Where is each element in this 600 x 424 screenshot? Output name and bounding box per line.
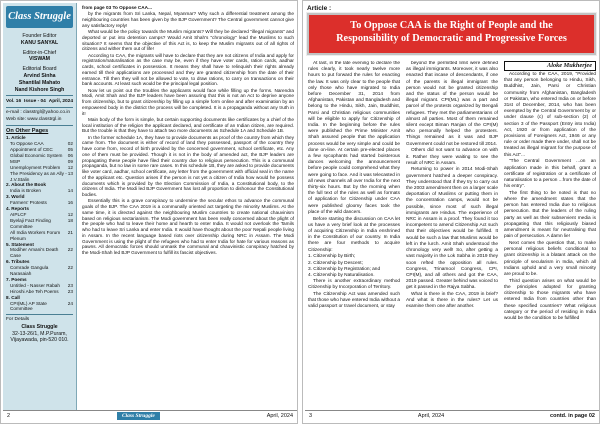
toc-entry-title: Farmers' Protests: [10, 200, 47, 206]
issue-date: April, 2024: [48, 99, 73, 105]
paragraph: The first thing to be noted is that no where the amendment states that the person has entered India due to religious persecution. But the leaders of the ruling party as well as their subservient media is propagating that this religiously biased amendment is meant for neutralising that pain of persecution. A damn lie!: [504, 190, 596, 240]
toc-entry-number: 1.: [6, 135, 10, 141]
article-columns: [308, 61, 596, 401]
toc-entry-page: 02: [67, 141, 73, 147]
section-label: Article :: [307, 5, 332, 12]
author-byline: Aloke Mukherjee: [504, 61, 596, 71]
email-link[interactable]: e-mail : classtrgl@yahoo.co.in: [6, 110, 71, 116]
paragraph: "The Central Government ...on an application made in this behalf, grant a certificate of registration or a certificate of naturalisation to a person ...from the date of his entry".: [504, 159, 596, 190]
paragraph: Next comes the question that, to make personal religious beliefs conditional to grant citizenship is a blatant attack on the principle of secularism in India, which all Indians uphold and a very small minority are proud to be.: [504, 240, 596, 277]
board-member: Shantilal Mahato: [18, 79, 61, 86]
column-2: [406, 61, 498, 401]
toc-entry-title: All India Workers Forum Plenum: [10, 229, 61, 241]
paragraph: Main body of the form is simple, but certain supporting documents like certificates by a chief of the local institution of the religion the applicant declared, and certificate of an Indian citizen, are required. But the trouble is that they have to attach two more documents as Schedule 1A and Schedule 1B.: [82, 116, 294, 134]
toc-entry-number: 2.: [6, 182, 10, 188]
toc-entry-page: 22: [67, 265, 73, 271]
address-line: Class Struggle: [21, 323, 58, 330]
paragraph: by the migrants from Sri Lanka, Nepal, Myanmar? Why such a differential treatment among the neighbouring countries has been given by the BJP Government? The Central government cannot give any satisfactory reply!: [82, 11, 294, 28]
paragraph: The Citizenship Act was amended such that those who have entered India without a valid passport or travel document, or stay: [308, 292, 400, 310]
toc-entry-page: 22: [67, 247, 73, 253]
toc-title: On Other Pages: [6, 128, 49, 135]
toc-entry-title: Poems: [11, 276, 27, 282]
toc-entry-title: Call: [11, 294, 20, 300]
article-headline: [307, 13, 596, 55]
toc-entry-title: Reports: [11, 206, 29, 212]
toc-entry-page: 18: [67, 217, 73, 223]
toc-entry-title: CPI(ML) AP State Committee: [10, 300, 47, 312]
paragraph: In the former schedule 1A, they have to provide documents as proof of the country from which they came from. The document is either of record of land they possessed, passport of the country they have come from, record of birth provided by the concerned government, school certificate, etc. Any one of them must be provided. Though it is not in the body of amended act, the BJP leaders are propagating these people have filed their country due to religious persecution. This is a communal propaganda, but no law in some rare cases. In this schedule 1B, they are asked to provide documents like voter card, aadhar, school certificate, any letter from the government with official seal in the name of the applicant etc. Question arises if the person is not yet a citizen of India how would he possess documents which is provided by the Election Commission of India, a Constitutional body, to the citizens of India. The Modi led BJP Government has lost all proportion to dishonour the Constitutional bodies.: [82, 134, 294, 197]
address-line: Vijayawada, pin-520 010.: [10, 337, 69, 344]
toc-entry-title: India is Broken: [10, 188, 42, 194]
page-number: 2: [7, 413, 11, 419]
table-of-contents: [3, 135, 76, 312]
left-page: [0, 0, 298, 424]
toc-entry-number: 7.: [6, 276, 10, 282]
masthead-sidebar: [3, 3, 77, 411]
toc-entry-title: Byelaji Fact Finding Committee: [10, 217, 51, 229]
column-3: [504, 61, 596, 401]
toc-entry-title: Comrade Gangula Narasaiah: [10, 265, 49, 277]
toc-entry-number: 5.: [6, 241, 10, 247]
toc-entry-title: World: [11, 194, 25, 200]
website-link[interactable]: Web site: www.classtrgl.in: [6, 116, 62, 122]
toc-entry-title: To Oppose CAA: [10, 141, 44, 147]
paragraph: beyond the permitted limit were defined as illegal immigrants. Moreover, it was also enacted that incase of descendants, if one of the parents is illegal immigrant the person would not be granted citizenship and the status of the person would be illegal migrant. CPI(ML) was a part and parcel of the protests organized by Bengali refugees. They met the parliamentarians of almost all parties. Most of them remained silent except Biman Ranjan of the CPI(M) who personally helped the protesters. Things remained as it was and BJP Government could not be restored till 2014.: [406, 61, 498, 147]
toc-entry-number: 6.: [6, 259, 10, 265]
toc-entry-title: Modiher Amani's Death Case: [10, 247, 59, 259]
list-item: 2. Citizenship by Descent;: [308, 260, 363, 266]
toc-entry[interactable]: [3, 265, 76, 277]
toc-entry-page: 13: [67, 170, 73, 176]
toc-entry-title: The Presidency as an Ally - J.V.Stalin: [10, 170, 67, 182]
continued-from: from page 03 To Oppose CAA...: [82, 5, 152, 10]
toc-entry[interactable]: [3, 171, 76, 183]
toc-entry-title: Hiroshi Abe Teh Poems: [10, 288, 59, 294]
headline-line-1: To Oppose CAA is the Right of People and the: [350, 20, 553, 31]
toc-entry[interactable]: [3, 247, 76, 259]
column-1: [308, 61, 400, 401]
paragraph: According to the CAA, 2019, "Provided that any person belonging to Hindu, Sikh, Buddhist, Jain, Parsi or Christian community from Afghanistan, Bangladesh or Pakistan, who entered India on or before 31st of December, 2014, who has been exempted by the Central Government by or under clause (c) of sub-section (2) of section 3 of the Passport (Entry into India) Act, 1920 or from application of the provisions of Foreigners Act, 1946 or any rule or order made there under, shall not be treated as illegal migrant for the purpose of this Act"...: [504, 72, 596, 158]
paragraph: Now let us point out the troubles the applicants would face while filling up the forms. Narendra Modi, Amit Shah and the BJP leaders have been assuring that this is not an Act to deprive anyone from citizenship, but to grant citizenship by filling up a simple form online and after examination by an empowered body in the district the process will be completed. It is a propaganda without any truth in it!: [82, 87, 294, 116]
toc-entry-page: 14: [67, 188, 73, 194]
byline-box: [504, 61, 596, 70]
toc-entry-page: 23: [67, 288, 73, 294]
paragraph: What is there in the CAA, 2019 in brief? And what is there in the rules? Let us examine them one after another.: [406, 292, 498, 310]
issue-number: Issue - 04: [23, 99, 46, 105]
toc-entry-number: 8.: [6, 294, 10, 300]
list-item: 3. Citizenship by Registration; and: [308, 266, 381, 272]
toc-entry-page: 12: [67, 164, 73, 170]
toc-entry[interactable]: [3, 301, 76, 313]
toc-entry-title: Tributes: [11, 259, 30, 265]
continued-link[interactable]: contd. in page 02: [550, 413, 595, 419]
paragraph: Essentially this is a grave conspiracy to undermine the secular ethos to advance the communal goals of the BJP. The CAA 2019 is a communally oriented act targeting the minority Muslims. At the same time, it is directed against the neighbouring Muslim countries to create national chauvinism based on religious sectarianism. The Modi government has been really concerned about the plight of the people who had to leave their home and hearth to enter India. It would not overlook the Tamils who had to leave Sri Lanka and enter India. It would have thought about the poor Nepali people living in Assam. In the recent language based riots over citizenship during NRC in Assam. The Modi Government is using the plight of the refugees who had to enter India for hate for various reasons as pawns. All democratic forces should unmask the communal and chauvinistic conspiracy hatched by the Modi-Shah led BJP Government to fulfill its fascist objectives.: [82, 198, 294, 255]
toc-entry-title: Article: [11, 135, 26, 141]
toc-entry-page: 09: [67, 158, 73, 164]
toc-entry-title: Appointment of CEC: [10, 147, 53, 152]
footer-date: April, 2024: [417, 413, 445, 419]
toc-entry-page: 16: [67, 200, 73, 206]
left-article-body: [82, 5, 294, 409]
magazine-masthead: Class Struggle: [6, 6, 73, 28]
right-footer: [305, 410, 599, 421]
page-number: 3: [309, 413, 313, 419]
paragraph: There is another extraordinary method Citizenship by Incorporation of Territory.: [308, 279, 400, 291]
paragraph: Third question arises on what would be the principles adopted for granting citizenship to those migrants who have entered India from countries other than these specified countries? What religious category or the period of residing in India would be the condition to be fulfilled: [504, 278, 596, 321]
toc-entry-page: 12: [67, 211, 73, 217]
toc-entry-page: 06: [67, 152, 73, 158]
paragraph: According to CAA, the migrants will have to declare that they are not citizens of India and apply for registration/naturalisation as the case may be, even if they have voter cards, ration cards, aadhar cards, school certificates in possession. It means they shall have to relinquish their rights already earned till their applications are processed and they are granted citizenship from the date of their entrance. Till then they will not be allowed to vote, to draw rations, to carry on transactions on their bank accounts. At least such would be the principal legal position.: [82, 52, 294, 87]
toc-entry-page: 24: [67, 300, 73, 306]
toc-entry[interactable]: [3, 218, 76, 230]
toc-entry-title: AIPLCF: [10, 211, 27, 217]
toc-entry[interactable]: [3, 230, 76, 242]
left-footer: [3, 410, 297, 421]
founder-name: KANU SANYAL: [20, 39, 59, 46]
paragraph: Before starting the discussion on CAA let us have a very brief look at the processes of acquiring Citizenship in India enshrined in the Constitution of our country. In India there are four methods to acquire Citizenship:: [308, 216, 400, 253]
footer-date: April, 2024: [266, 413, 293, 419]
toc-entry-page: 23: [67, 282, 73, 288]
paragraph: Others did not want to advance on with it. Rather they were waiting to see the result of NRC in Assam.: [406, 148, 498, 166]
editor-label: Editor-in-Chief: [22, 49, 57, 56]
details-label: For Details: [6, 317, 30, 323]
toc-entry-title: MSP: [10, 158, 21, 164]
paragraph: What would be the policy towards the Muslim migrants? Will they be declared "illegal migrants" and deported or put into detention camps? Would Amit Shah's "chronology" lead the Muslims to such situation? It seems that the objective of this Act is, to keep the Muslim migrants out of all rights of citizens and wither them out of life!: [82, 29, 294, 52]
toc-entry-title: About the Book: [11, 182, 46, 188]
toc-entry-title: Unemployment Problem: [10, 164, 61, 170]
issue-info: [3, 98, 76, 105]
toc-entry-title: Statement: [11, 241, 34, 247]
list-item: 1. Citizenship by Birth;: [308, 254, 356, 260]
toc-entry-title: Global Economic System: [10, 152, 63, 158]
toc-entry-page: 21: [67, 229, 73, 235]
board-label: Editorial Board: [22, 66, 57, 73]
founder-label: Founder Editor: [22, 33, 57, 39]
toc-entry-number: 4.: [6, 206, 10, 212]
paragraph: At last, in the late evening to declare the rules clearly, it took nearly twelve more hours to put forward the rules for enacting the law. It was only clear to the people that only those who have migrated to India before December 31, 2014 from Afghanistan, Pakistan and Bangladesh and belong to the Hindu, Sikh, Jain, Buddhist, Parsi and Christian religious communities will be eligible to apply for Citizenship of India. In the beginning before the rules were published the Prime Minister Amit Shah assured people that the application process would be very simple and could be done on-line. At certain pre-elected places a few sycophants had started boisterous dances welcoming the announcement before people could comprehend what they were going to face. And it was telecasted in all news channels all over India for the next thirty-six hours. But by the morning when the full text of the rules as well as formats of application for Citizenship under CAA were published gloomy faces took the place of the wild dancers.: [308, 61, 400, 215]
volume: Vol. 16: [6, 99, 22, 105]
headline-line-2: Responsibility of Democratic and Progressive Forces: [336, 33, 567, 44]
paragraph: Returning to power in 2014 Modi-Shah government hatched a deeper conspiracy. They understood that if they try to carry out the 2003 amendment then on a larger scale deportation of Muslims or putting them in the concentration camps, would not be possible, since most of such illegal immigrants are Hindus. The experience of NRC in Assam is a proof. They found it too incompetent to amend Citizenship Act such that their objectives would be fulfilled. It would be such a law that Muslims would be left in the lurch. Amit Shah understood the chronology very well! So, after getting a vast majority in the Lok Sabha in 2019 they soon refted the opposition all rules. Congress, Trinamool Congress, CPI, CPI(M), and all others and got the CAA, 2019 passed. Greater behind was voiced to get it passed in the Rajya Sabha.: [406, 167, 498, 291]
toc-entry-page: 05: [67, 147, 73, 152]
board-member: Arvind Sinha: [23, 72, 56, 79]
address-line: 32-13-26/1, M.P.Puram,: [12, 330, 67, 337]
toc-entry-number: 3.: [6, 194, 10, 200]
list-item: 4. Citizenship by Naturalisation.: [308, 272, 375, 278]
right-page: [302, 0, 600, 424]
toc-entry-title: Untitled - Nasser Rabah: [10, 282, 61, 288]
footer-brand: Class Struggle: [117, 412, 160, 420]
board-member: Nand Kishore Singh: [14, 86, 65, 93]
editor-name: VISWAM: [28, 56, 51, 63]
citizenship-methods-list: [308, 254, 400, 279]
